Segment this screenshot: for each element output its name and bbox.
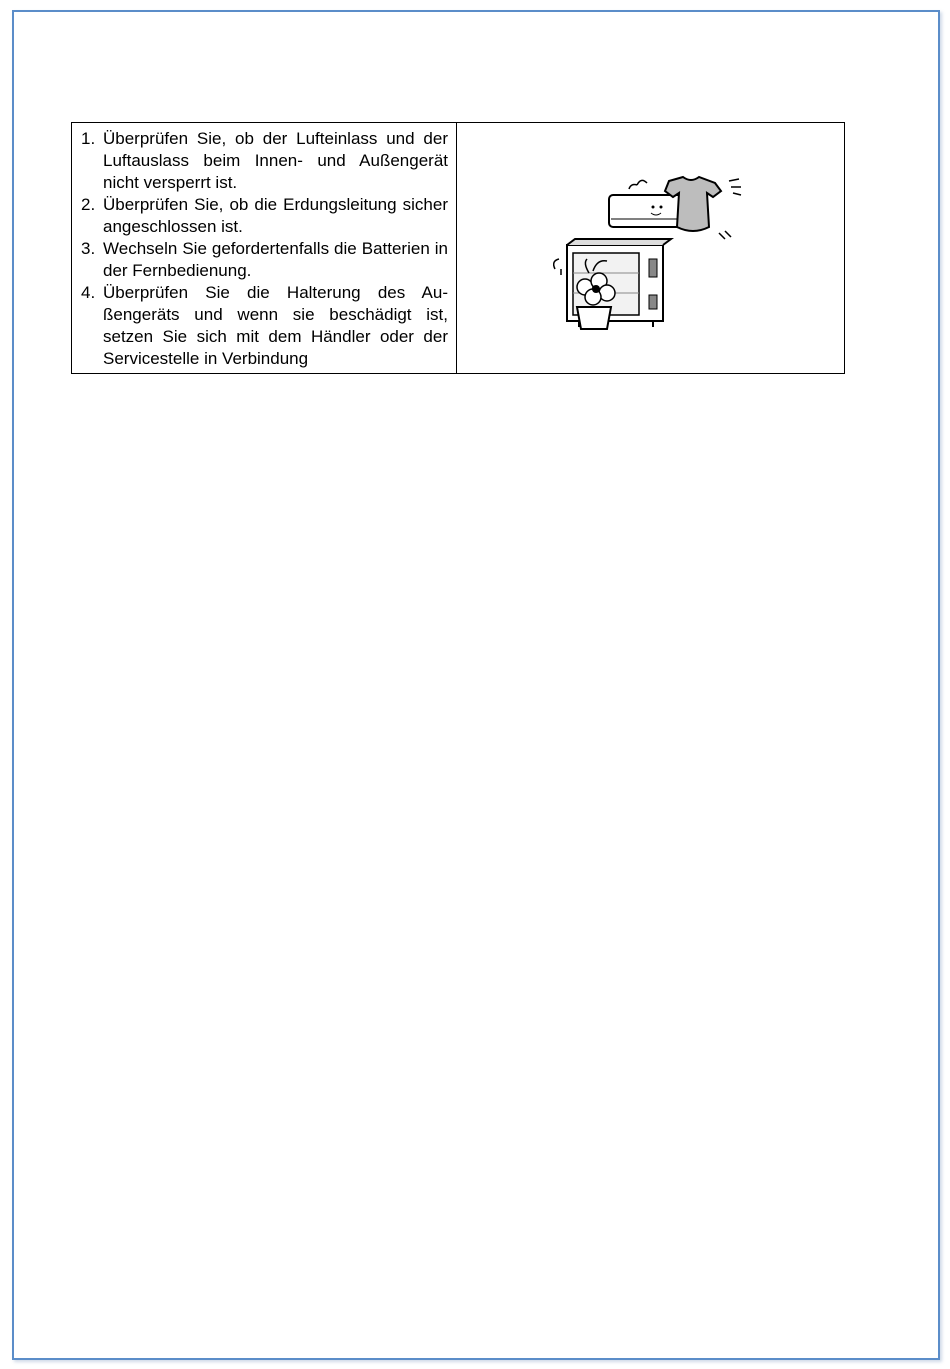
check-item-1: 1. Überprüfen Sie, ob der Lufteinlass und der Luftauslass beim Innen- und Außengerät nicht versperrt ist.: [81, 129, 448, 192]
check-item-text: Überprüfen Sie die Halterung des Außengeräts und wenn sie beschädigt ist, setzen Sie sich mit dem Händler oder der Servicestelle in Verbindung: [103, 283, 448, 368]
instructions-cell: [72, 123, 457, 374]
air-conditioner-blocked-icon: [549, 163, 759, 335]
check-item-text: Wechseln Sie gefordertenfalls die Batterien in der Fernbedienung.: [103, 239, 448, 280]
check-item-4: 4. Überprüfen Sie die Halterung des Außengeräts und wenn sie beschädigt ist, setzen Sie sich mit dem Händler oder der Servicestelle in Verbindung: [81, 283, 448, 368]
check-item-text: Überprüfen Sie, ob der Lufteinlass und der Luftauslass beim Innen- und Außengerät nicht versperrt ist.: [103, 129, 448, 192]
maintenance-check-table: [71, 122, 845, 374]
check-item-3: 3. Wechseln Sie gefordertenfalls die Batterien in der Fernbedienung.: [81, 239, 448, 280]
check-list: [80, 128, 448, 370]
illustration-cell: [457, 123, 845, 374]
check-item-text: Überprüfen Sie, ob die Erdungsleitung sicher angeschlossen ist.: [103, 195, 448, 236]
check-item-2: 2. Überprüfen Sie, ob die Erdungsleitung sicher angeschlossen ist.: [81, 195, 448, 236]
